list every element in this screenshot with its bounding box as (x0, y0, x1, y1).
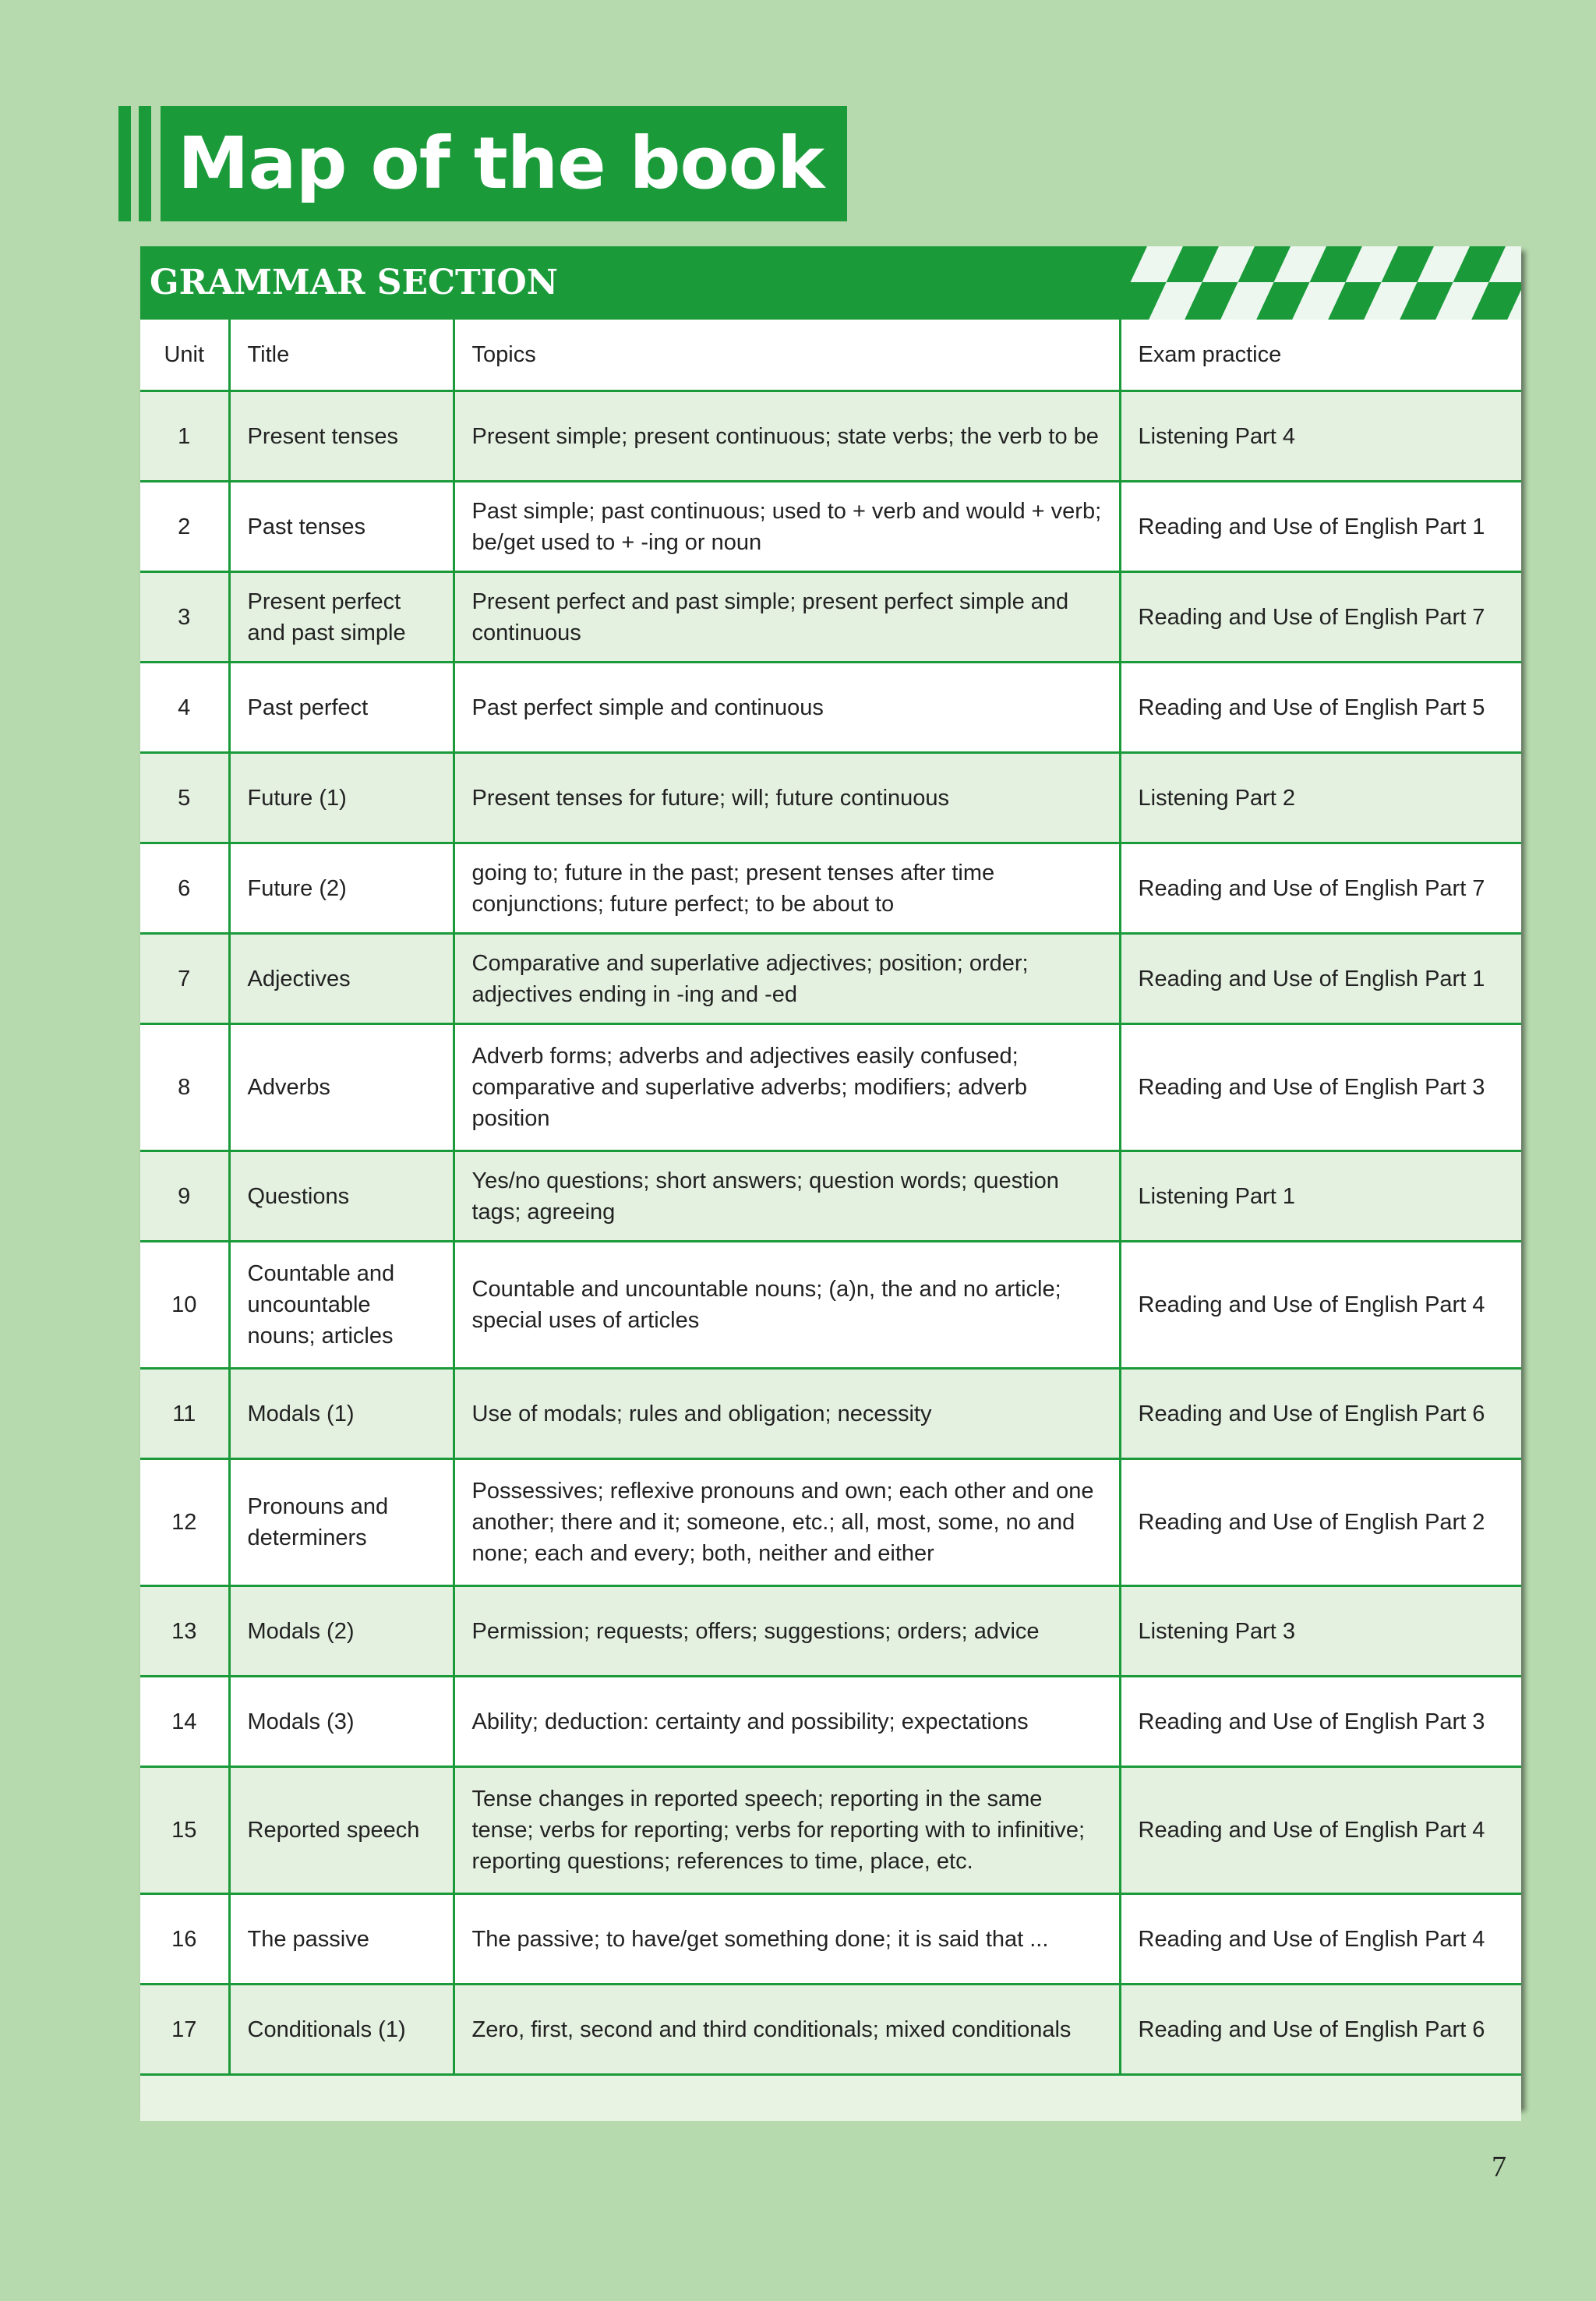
page-title-block (118, 106, 847, 221)
unit-topics: Comparative and superlative adjectives; position; order; adjectives ending in -ing and -ed (454, 934, 1120, 1024)
unit-topics: Ability; deduction: certainty and possibility; expectations (454, 1677, 1120, 1767)
unit-title: Modals (1) (229, 1369, 454, 1459)
unit-number: 2 (140, 482, 229, 572)
grammar-section-panel (140, 246, 1521, 2107)
unit-title: Modals (3) (229, 1677, 454, 1767)
unit-number: 6 (140, 843, 229, 934)
unit-number: 1 (140, 391, 229, 482)
table-row (140, 482, 1521, 572)
unit-exam-practice: Reading and Use of English Part 4 (1120, 1767, 1521, 1894)
table-header-row (140, 320, 1521, 391)
column-header-topics: Topics (454, 320, 1120, 391)
column-header-exam-practice: Exam practice (1120, 320, 1521, 391)
table-footer-strip (140, 2076, 1521, 2121)
unit-exam-practice: Reading and Use of English Part 7 (1120, 843, 1521, 934)
page-title: Map of the book (161, 106, 847, 221)
unit-number: 12 (140, 1459, 229, 1586)
unit-exam-practice: Reading and Use of English Part 4 (1120, 1894, 1521, 1985)
unit-topics: Present perfect and past simple; present perfect simple and continuous (454, 572, 1120, 663)
unit-title: Adjectives (229, 934, 454, 1024)
table-row (140, 1024, 1521, 1151)
table-row (140, 934, 1521, 1024)
checker-pattern-decoration (1054, 246, 1521, 320)
page-number: 7 (1492, 2151, 1506, 2183)
table-row (140, 1369, 1521, 1459)
unit-number: 11 (140, 1369, 229, 1459)
unit-number: 7 (140, 934, 229, 1024)
unit-topics: Past perfect simple and continuous (454, 663, 1120, 753)
unit-topics: Present simple; present continuous; state verbs; the verb to be (454, 391, 1120, 482)
unit-number: 4 (140, 663, 229, 753)
table-row (140, 391, 1521, 482)
unit-exam-practice: Reading and Use of English Part 6 (1120, 1369, 1521, 1459)
unit-exam-practice: Listening Part 3 (1120, 1586, 1521, 1677)
unit-topics: Countable and uncountable nouns; (a)n, the and no article; special uses of articles (454, 1242, 1120, 1369)
column-header-unit: Unit (140, 320, 229, 391)
unit-topics: The passive; to have/get something done; it is said that ... (454, 1894, 1120, 1985)
unit-topics: Present tenses for future; will; future continuous (454, 753, 1120, 843)
unit-number: 16 (140, 1894, 229, 1985)
unit-exam-practice: Listening Part 2 (1120, 753, 1521, 843)
unit-topics: Past simple; past continuous; used to + verb and would + verb; be/get used to + -ing or noun (454, 482, 1120, 572)
unit-exam-practice: Reading and Use of English Part 4 (1120, 1242, 1521, 1369)
table-row (140, 753, 1521, 843)
table-row (140, 663, 1521, 753)
unit-title: Future (1) (229, 753, 454, 843)
unit-number: 8 (140, 1024, 229, 1151)
table-row (140, 843, 1521, 934)
unit-exam-practice: Listening Part 1 (1120, 1151, 1521, 1242)
column-header-title: Title (229, 320, 454, 391)
unit-exam-practice: Reading and Use of English Part 2 (1120, 1459, 1521, 1586)
unit-exam-practice: Reading and Use of English Part 1 (1120, 934, 1521, 1024)
section-header (140, 246, 1521, 320)
grammar-table (140, 320, 1521, 2076)
unit-topics: Yes/no questions; short answers; question words; question tags; agreeing (454, 1151, 1120, 1242)
unit-exam-practice: Reading and Use of English Part 7 (1120, 572, 1521, 663)
table-row (140, 1767, 1521, 1894)
unit-topics: Adverb forms; adverbs and adjectives easily confused; comparative and superlative adverbs; modifiers; adverb position (454, 1024, 1120, 1151)
unit-exam-practice: Reading and Use of English Part 3 (1120, 1677, 1521, 1767)
unit-exam-practice: Reading and Use of English Part 3 (1120, 1024, 1521, 1151)
table-row (140, 1151, 1521, 1242)
unit-title: Questions (229, 1151, 454, 1242)
unit-number: 14 (140, 1677, 229, 1767)
table-row (140, 1242, 1521, 1369)
unit-title: Conditionals (1) (229, 1985, 454, 2075)
unit-title: Past perfect (229, 663, 454, 753)
table-row (140, 1985, 1521, 2075)
unit-title: The passive (229, 1894, 454, 1985)
unit-topics: Possessives; reflexive pronouns and own; each other and one another; there and it; someone, etc.; all, most, some, no and none; each and every; both, neither and either (454, 1459, 1120, 1586)
unit-title: Countable and uncountable nouns; articles (229, 1242, 454, 1369)
unit-title: Present tenses (229, 391, 454, 482)
title-accent-bar (118, 106, 131, 221)
table-row (140, 1586, 1521, 1677)
unit-number: 17 (140, 1985, 229, 2075)
unit-number: 5 (140, 753, 229, 843)
unit-number: 3 (140, 572, 229, 663)
unit-topics: Use of modals; rules and obligation; necessity (454, 1369, 1120, 1459)
table-row (140, 572, 1521, 663)
unit-topics: Tense changes in reported speech; reporting in the same tense; verbs for reporting; verbs for reporting with to infinitive; reporting questions; references to time, place, etc. (454, 1767, 1120, 1894)
unit-title: Pronouns and determiners (229, 1459, 454, 1586)
unit-exam-practice: Reading and Use of English Part 5 (1120, 663, 1521, 753)
unit-exam-practice: Reading and Use of English Part 6 (1120, 1985, 1521, 2075)
unit-title: Reported speech (229, 1767, 454, 1894)
unit-title: Past tenses (229, 482, 454, 572)
unit-exam-practice: Listening Part 4 (1120, 391, 1521, 482)
unit-title: Present perfect and past simple (229, 572, 454, 663)
title-accent-bar (139, 106, 151, 221)
table-row (140, 1894, 1521, 1985)
section-title: GRAMMAR SECTION (150, 263, 558, 302)
unit-number: 15 (140, 1767, 229, 1894)
unit-topics: going to; future in the past; present tenses after time conjunctions; future perfect; to be about to (454, 843, 1120, 934)
unit-topics: Zero, first, second and third conditionals; mixed conditionals (454, 1985, 1120, 2075)
unit-number: 9 (140, 1151, 229, 1242)
table-row (140, 1677, 1521, 1767)
unit-topics: Permission; requests; offers; suggestions; orders; advice (454, 1586, 1120, 1677)
unit-exam-practice: Reading and Use of English Part 1 (1120, 482, 1521, 572)
unit-number: 13 (140, 1586, 229, 1677)
unit-title: Modals (2) (229, 1586, 454, 1677)
unit-number: 10 (140, 1242, 229, 1369)
unit-title: Future (2) (229, 843, 454, 934)
unit-title: Adverbs (229, 1024, 454, 1151)
table-row (140, 1459, 1521, 1586)
